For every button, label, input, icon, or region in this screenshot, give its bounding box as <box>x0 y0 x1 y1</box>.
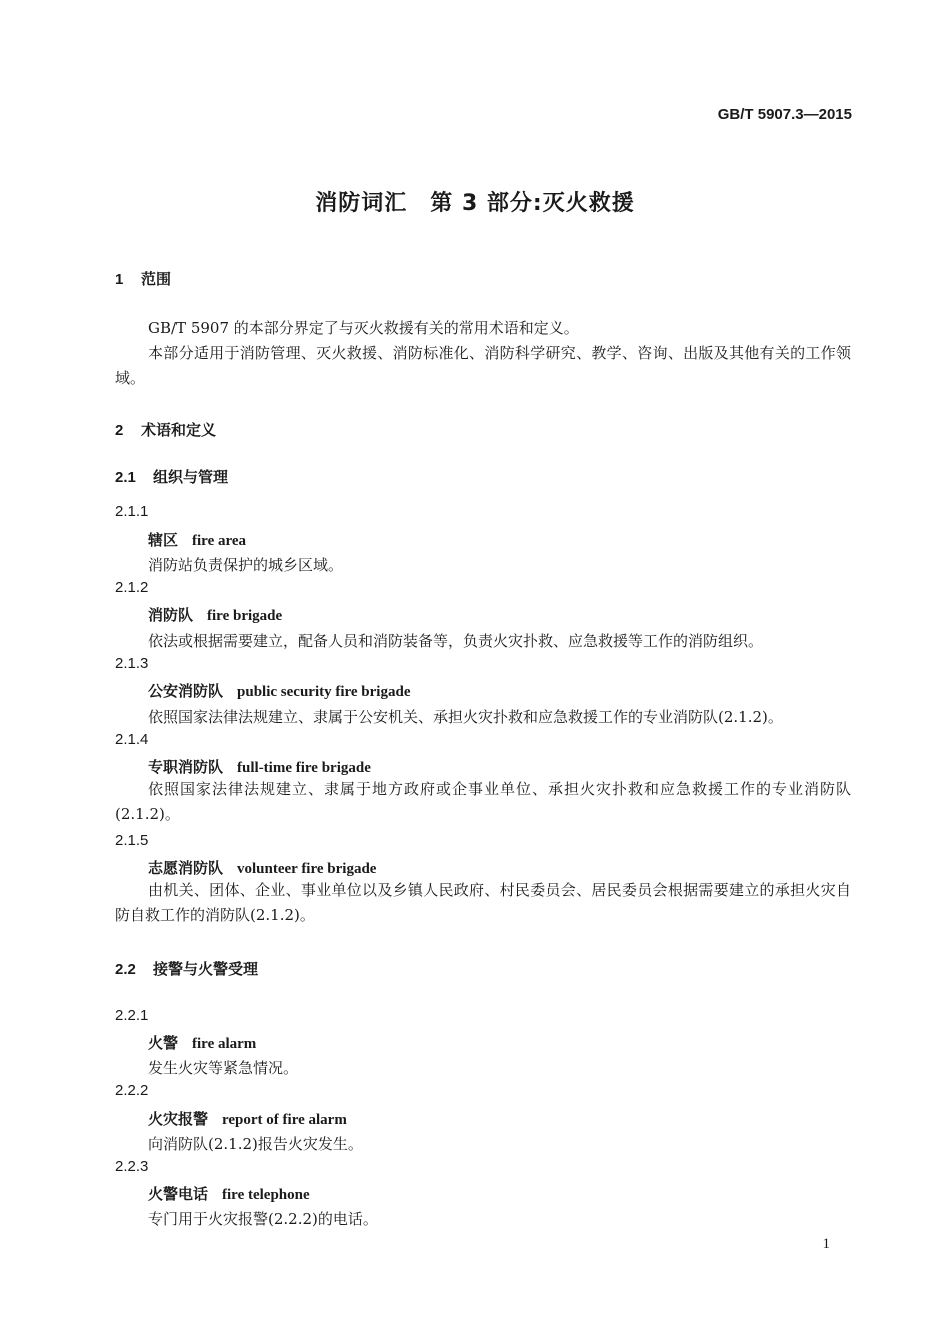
section-title: 组织与管理 <box>153 468 229 486</box>
term-chinese: 专职消防队 <box>148 758 224 776</box>
page-number: 1 <box>822 1236 830 1252</box>
term-number: 2.1.4 <box>115 731 149 748</box>
term-heading <box>148 756 371 777</box>
term-english: volunteer fire brigade <box>237 861 377 877</box>
term-number: 2.2.3 <box>115 1158 149 1175</box>
section-title: 术语和定义 <box>141 421 217 439</box>
section-title: 接警与火警受理 <box>153 960 259 978</box>
section-number: 2.2 <box>115 961 136 978</box>
term-number: 2.1.1 <box>115 503 149 520</box>
section-1-heading <box>115 268 171 289</box>
document-title: 消防词汇 第 3 部分:灭火救援 <box>315 191 635 216</box>
scope-paragraph-2: 本部分适用于消防管理、灭火救援、消防标准化、消防科学研究、教学、咨询、出版及其他有关的工作领域。 <box>115 344 851 387</box>
term-number: 2.2.2 <box>115 1082 149 1099</box>
term-chinese: 辖区 <box>148 531 179 549</box>
term-chinese: 火灾报警 <box>148 1110 209 1128</box>
term-number: 2.2.1 <box>115 1007 149 1024</box>
term-definition: 向消防队(2.1.2)报告火灾发生。 <box>148 1135 363 1153</box>
scope-paragraph-1: GB/T 5907 的本部分界定了与灭火救援有关的常用术语和定义。 <box>148 319 579 337</box>
term-definition: 依照国家法律法规建立、隶属于地方政府或企事业单位、承担火灾扑救和应急救援工作的专业消防队(2.1.2)。 <box>115 780 851 823</box>
term-chinese: 志愿消防队 <box>148 859 224 877</box>
term-chinese: 消防队 <box>148 606 194 624</box>
section-2-heading <box>115 419 216 440</box>
term-chinese: 公安消防队 <box>148 682 224 700</box>
standard-number: GB/T 5907.3—2015 <box>717 106 852 123</box>
term-english: fire brigade <box>207 608 283 624</box>
term-heading <box>148 604 282 625</box>
term-definition: 专门用于火灾报警(2.2.2)的电话。 <box>148 1210 378 1228</box>
section-title: 范围 <box>141 270 172 288</box>
section-2-2-heading <box>115 958 258 979</box>
section-number: 2 <box>115 422 124 439</box>
term-heading <box>148 680 410 701</box>
term-heading <box>148 1108 347 1129</box>
section-2-1-heading <box>115 466 228 487</box>
term-heading <box>148 857 376 878</box>
section-number: 1 <box>115 271 124 288</box>
term-english: fire alarm <box>192 1036 257 1052</box>
term-english: report of fire alarm <box>222 1112 347 1128</box>
term-heading <box>148 1183 310 1204</box>
term-definition: 依照国家法律法规建立、隶属于公安机关、承担火灾扑救和应急救援工作的专业消防队(2.1.2)。 <box>148 708 783 726</box>
term-heading <box>148 529 246 550</box>
term-number: 2.1.5 <box>115 832 149 849</box>
term-number: 2.1.2 <box>115 579 149 596</box>
term-chinese: 火警电话 <box>148 1185 209 1203</box>
term-definition: 发生火灾等紧急情况。 <box>148 1059 299 1077</box>
term-definition: 依法或根据需要建立，配备人员和消防装备等，负责火灾扑救、应急救援等工作的消防组织。 <box>148 632 764 650</box>
term-heading <box>148 1032 256 1053</box>
term-number: 2.1.3 <box>115 655 149 672</box>
section-number: 2.1 <box>115 469 136 486</box>
term-definition: 消防站负责保护的城乡区域。 <box>148 556 344 574</box>
term-english: fire telephone <box>222 1187 310 1203</box>
term-chinese: 火警 <box>148 1034 179 1052</box>
term-definition: 由机关、团体、企业、事业单位以及乡镇人民政府、村民委员会、居民委员会根据需要建立的承担火灾自防自救工作的消防队(2.1.2)。 <box>115 881 851 924</box>
term-english: public security fire brigade <box>237 684 411 700</box>
term-english: fire area <box>192 533 247 549</box>
term-english: full-time fire brigade <box>237 760 371 776</box>
